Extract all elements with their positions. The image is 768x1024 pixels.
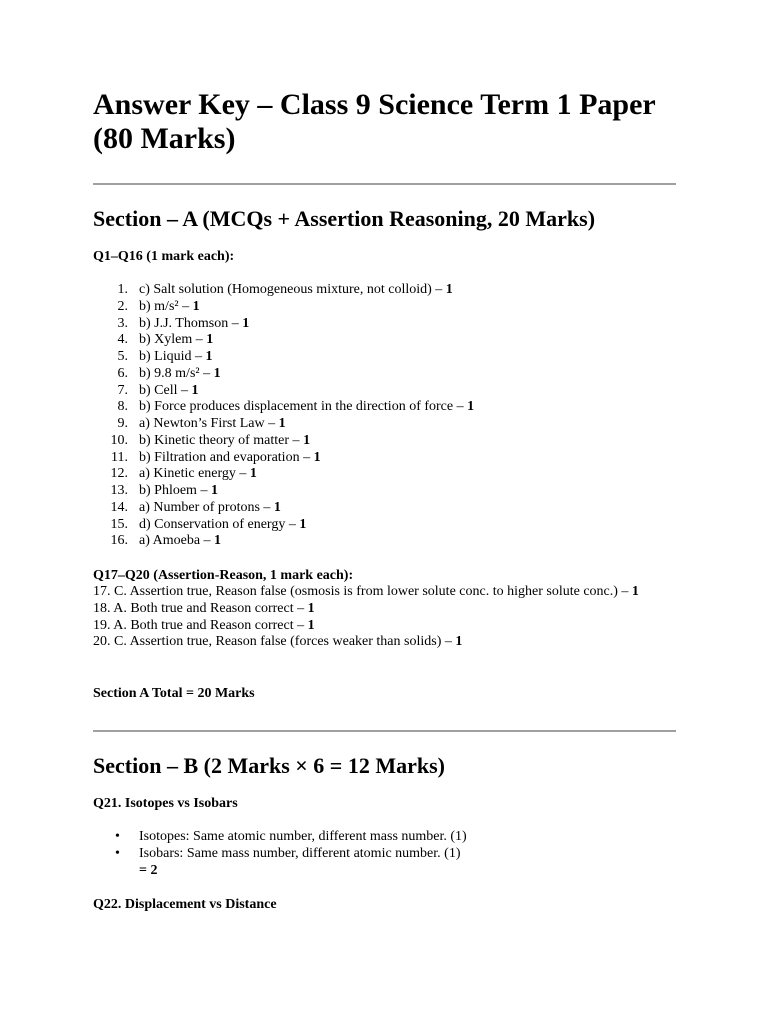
list-item [93,517,474,534]
answer-mark: 1 [242,315,250,331]
list-item [93,332,474,349]
list-item [93,500,474,517]
mcq-answer-list [93,282,474,550]
item-number: 14. [110,499,128,515]
answer-mark: 1 [205,349,213,364]
answer-mark: 1 [210,483,218,498]
answer-text: 19. A. Both true and Reason correct – [93,617,308,633]
section-a-heading: Section – A (MCQs + Assertion Reasoning, 20 Marks) [93,206,596,231]
answer-mark: 1 [467,399,475,415]
answer-mark: 1 [192,298,200,314]
answer-mark: 1 [249,466,257,482]
item-number: 6. [117,365,128,381]
list-item [93,584,676,601]
answer-text: b) Kinetic theory of matter – [139,432,304,448]
item-number: 9. [117,416,128,431]
answer-text: 17. C. Assertion true, Reason false (osmosis is from lower solute conc. to higher solute conc.) – [93,584,632,599]
answer-mark: 1 [191,382,199,398]
item-number: 16. [110,533,128,549]
assertion-reason-answers [93,584,676,651]
answer-mark: 1 [307,617,315,633]
answer-text: b) 9.8 m/s² – [139,365,214,381]
answer-text: b) J.J. Thomson – [139,315,243,331]
answer-mark: 1 [278,416,286,431]
answer-mark: 1 [299,516,307,532]
answer-text: b) Cell – [139,382,192,398]
answer-text: b) Xylem – [139,332,207,348]
answer-mark: 1 [631,584,639,599]
answer-text: a) Number of protons – [139,499,274,515]
list-item [93,618,676,635]
answer-mark: 1 [455,634,463,650]
divider [93,730,676,732]
answer-text: b) Force produces displacement in the direction of force – [139,399,468,415]
point-text: Isotopes: Same atomic number, different mass number. (1) [139,829,467,844]
answer-text: b) Phloem – [139,483,211,498]
item-number: 8. [117,399,128,415]
q21-points [93,828,467,879]
q21-total: = 2 [139,863,158,878]
answer-mark: 1 [445,282,453,297]
list-item [93,483,474,500]
q21-heading: Q21. Isotopes vs Isobars [93,796,238,811]
answer-text: b) Liquid – [139,349,206,364]
divider [93,183,676,185]
answer-mark: 1 [303,432,311,448]
item-number: 4. [117,332,128,348]
list-item [93,634,676,651]
item-number: 7. [117,382,128,398]
answer-text: c) Salt solution (Homogeneous mixture, not colloid) – [139,282,446,297]
answer-text: a) Kinetic energy – [139,466,250,482]
list-item [93,533,474,550]
item-number: 5. [117,349,128,364]
q22-heading: Q22. Displacement vs Distance [93,897,277,912]
answer-mark: 1 [307,600,315,616]
answer-text: d) Conservation of energy – [139,516,300,532]
answer-text: a) Amoeba – [139,533,215,549]
answer-text: 20. C. Assertion true, Reason false (forces weaker than solids) – [93,634,456,650]
list-item [93,383,474,400]
answer-mark: 1 [273,499,281,515]
answer-text: b) m/s² – [139,298,193,314]
answer-text: 18. A. Both true and Reason correct – [93,600,308,616]
list-item [93,316,474,333]
list-item [93,828,467,845]
answer-mark: 1 [206,332,214,348]
item-number: 2. [117,298,128,314]
item-number: 13. [110,483,128,498]
list-item [93,416,474,433]
item-number: 3. [117,315,128,331]
item-number: 15. [110,516,128,532]
list-item [93,845,467,879]
item-number: 10. [110,432,128,448]
item-number: 11. [111,449,128,465]
answer-mark: 1 [313,449,321,465]
list-item [93,349,474,366]
list-item [93,466,474,483]
bullet-icon: • [115,829,120,844]
mcq-subheading: Q1–Q16 (1 mark each): [93,249,235,264]
point-text: Isobars: Same mass number, different atomic number. (1) [139,846,461,861]
list-item [93,299,474,316]
list-item [93,450,474,467]
answer-text: b) Filtration and evaporation – [139,449,314,465]
item-number: 12. [110,466,128,482]
section-a-total: Section A Total = 20 Marks [93,686,255,701]
bullet-icon: • [115,846,120,861]
list-item [93,601,676,618]
answer-mark: 1 [213,365,221,381]
list-item [93,433,474,450]
page-title: Answer Key – Class 9 Science Term 1 Paper (80 Marks) [93,88,656,155]
item-number: 1. [117,282,128,297]
list-item [93,366,474,383]
answer-text: a) Newton’s First Law – [139,416,279,431]
assertion-reason-subheading: Q17–Q20 (Assertion-Reason, 1 mark each): [93,568,354,583]
answer-mark: 1 [214,533,222,549]
list-item [93,399,474,416]
list-item [93,282,474,299]
section-b-heading: Section – B (2 Marks × 6 = 12 Marks) [93,753,445,778]
